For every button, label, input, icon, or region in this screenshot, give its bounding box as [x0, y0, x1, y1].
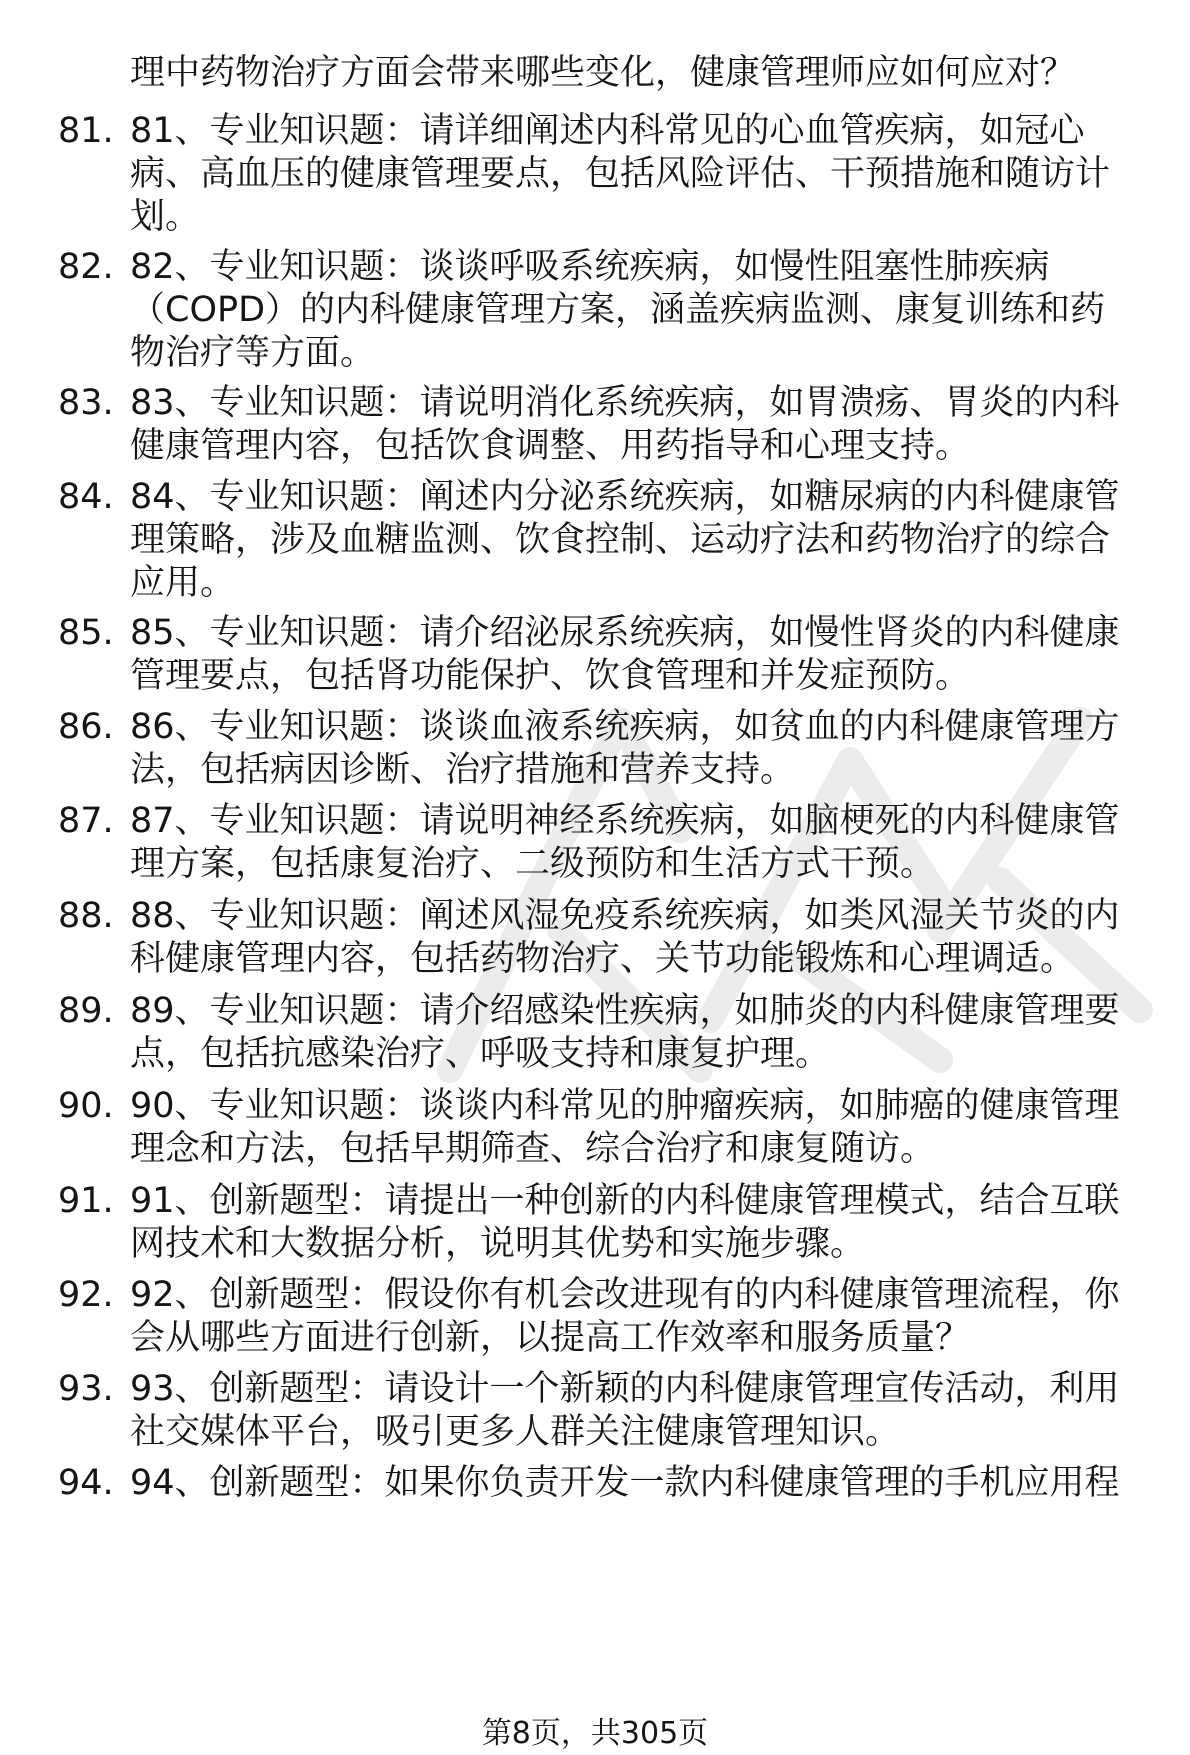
question-number: 85.: [58, 613, 114, 653]
question-number: 94.: [58, 1463, 114, 1503]
page-footer: 第8页，共305页: [481, 1716, 709, 1751]
question-number: 86.: [58, 707, 114, 747]
question-text-line: 89、专业知识题：请介绍感染性疾病，如肺炎的内科健康管理要: [130, 991, 1120, 1031]
question-text-line: 病、高血压的健康管理要点，包括风险评估、干预措施和随访计: [130, 154, 1111, 194]
question-text-line: 90、专业知识题：谈谈内科常见的肿瘤疾病，如肺癌的健康管理: [130, 1086, 1120, 1126]
question-text-line: 83、专业知识题：请说明消化系统疾病，如胃溃疡、胃炎的内科: [130, 383, 1120, 423]
question-text-line: 健康管理内容，包括饮食调整、用药指导和心理支持。: [130, 426, 971, 466]
question-text-line: 86、专业知识题：谈谈血液系统疾病，如贫血的内科健康管理方: [130, 707, 1120, 747]
question-text-line: 理策略，涉及血糖监测、饮食控制、运动疗法和药物治疗的综合: [130, 520, 1111, 560]
question-text-line: 94、创新题型：如果你负责开发一款内科健康管理的手机应用程: [130, 1463, 1120, 1503]
question-text-line: 理方案，包括康复治疗、二级预防和生活方式干预。: [130, 844, 936, 884]
question-text-line: 管理要点，包括肾功能保护、饮食管理和并发症预防。: [130, 656, 971, 696]
question-text-line: 物治疗等方面。: [130, 333, 376, 373]
question-number: 92.: [58, 1275, 114, 1315]
question-number: 93.: [58, 1369, 114, 1409]
question-text-line: 92、创新题型：假设你有机会改进现有的内科健康管理流程，你: [130, 1275, 1120, 1315]
question-text-line: 87、专业知识题：请说明神经系统疾病，如脑梗死的内科健康管: [130, 801, 1120, 841]
question-number: 89.: [58, 991, 114, 1031]
question-number: 83.: [58, 383, 114, 423]
question-number: 87.: [58, 801, 114, 841]
question-text-line: 85、专业知识题：请介绍泌尿系统疾病，如慢性肾炎的内科健康: [130, 613, 1120, 653]
question-text-line: 91、创新题型：请提出一种创新的内科健康管理模式，结合互联: [130, 1181, 1120, 1221]
question-number: 88.: [58, 896, 114, 936]
question-text-line: 法，包括病因诊断、治疗措施和营养支持。: [130, 750, 796, 790]
question-text-line: （COPD）的内科健康管理方案，涵盖疾病监测、康复训练和药: [130, 290, 1106, 330]
question-number: 90.: [58, 1086, 114, 1126]
question-text-line: 科健康管理内容，包括药物治疗、关节功能锻炼和心理调适。: [130, 939, 1076, 979]
question-number: 81.: [58, 111, 114, 151]
question-text-line: 88、专业知识题：阐述风湿免疫系统疾病，如类风湿关节炎的内: [130, 896, 1120, 936]
continued-text: 理中药物治疗方面会带来哪些变化，健康管理师应如何应对？: [130, 53, 1076, 93]
question-text-line: 划。: [130, 197, 201, 237]
question-number: 91.: [58, 1181, 114, 1221]
question-text-line: 网技术和大数据分析，说明其优势和实施步骤。: [130, 1224, 866, 1264]
question-text-line: 会从哪些方面进行创新，以提高工作效率和服务质量？: [130, 1318, 971, 1358]
question-text-line: 81、专业知识题：请详细阐述内科常见的心血管疾病，如冠心: [130, 111, 1085, 151]
question-text-line: 点，包括抗感染治疗、呼吸支持和康复护理。: [130, 1034, 831, 1074]
question-number: 82.: [58, 247, 114, 287]
question-text-line: 82、专业知识题：谈谈呼吸系统疾病，如慢性阻塞性肺疾病: [130, 247, 1050, 287]
question-text-line: 社交媒体平台，吸引更多人群关注健康管理知识。: [130, 1412, 901, 1452]
question-text-line: 理念和方法，包括早期筛查、综合治疗和康复随访。: [130, 1129, 936, 1169]
question-number: 84.: [58, 477, 114, 517]
question-text-line: 84、专业知识题：阐述内分泌系统疾病，如糖尿病的内科健康管: [130, 477, 1120, 517]
question-text-line: 应用。: [130, 563, 236, 603]
question-text-line: 93、创新题型：请设计一个新颖的内科健康管理宣传活动，利用: [130, 1369, 1120, 1409]
